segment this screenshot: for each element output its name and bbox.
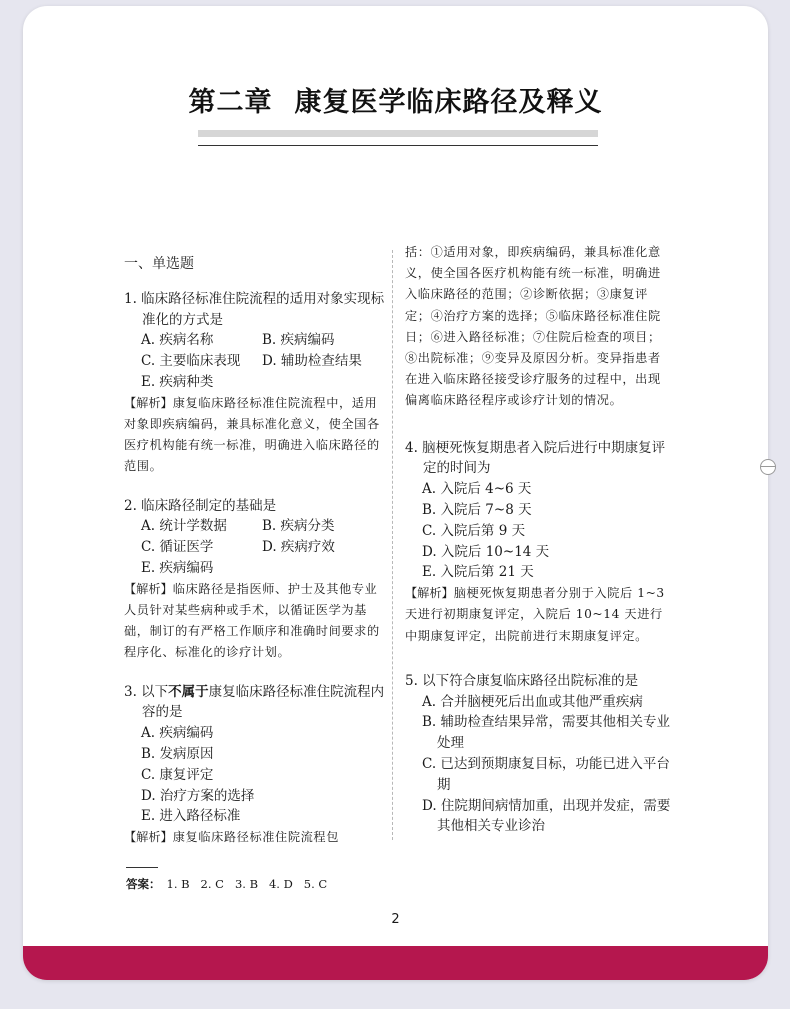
- question-3-analysis-continued: 括：①适用对象，即疾病编码，兼具标准化意义，使全国各医疗机构能有统一标准，明确进入临床路径的范围；②诊断依据；③康复评定；④治疗方案的选择；⑤临床路径标准住院日；⑥进入路径标准；⑦住院后检查的项目；⑧出院标准；⑨变异及原因分析。变异指患者在进入临床路径接受诊疗服务的过程中，出现偏离临床路径程序或诊疗计划的情况。: [405, 245, 661, 408]
- options: [405, 692, 673, 838]
- option-e: E. 进入路径标准: [141, 808, 241, 825]
- analysis: [124, 827, 386, 848]
- title-underline-thick: [198, 130, 598, 137]
- question-stem: 4. 脑梗死恢复期患者入院后进行中期康复评定的时间为: [405, 439, 666, 477]
- stem-suffix: 康复临床路径标准住院流程内容的是: [142, 683, 385, 721]
- option-b: B. 发病原因: [141, 745, 214, 762]
- analysis-tag: 【解析】: [124, 395, 173, 410]
- chapter-title: [23, 80, 768, 119]
- option-a: A. 统计学数据: [141, 518, 227, 535]
- option-e: E. 疾病种类: [141, 373, 214, 390]
- options: [124, 516, 386, 578]
- question-4: [405, 438, 673, 647]
- option-d: D. 疾病疗效: [262, 539, 335, 556]
- stem-prefix: 3. 以下: [124, 683, 169, 700]
- analysis-text: 康复临床路径标准住院流程包: [172, 830, 339, 845]
- analysis-tag: 【解析】: [124, 581, 173, 596]
- question-1: [124, 289, 386, 478]
- question-2: [124, 496, 386, 664]
- question-stem: 2. 临床路径制定的基础是: [124, 497, 277, 514]
- option-d: D. 住院期间病情加重，出现并发症，需要其他相关专业诊治: [422, 797, 671, 835]
- option-d: D. 入院后 10~14 天: [422, 543, 550, 560]
- option-a: A. 疾病名称: [141, 332, 214, 349]
- chapter-number: 第二章: [188, 87, 273, 118]
- option-e: E. 入院后第 21 天: [422, 564, 534, 581]
- left-column: [124, 254, 386, 866]
- question-stem: [124, 682, 386, 724]
- analysis-text: 临床路径是指医师、护士及其他专业人员针对某些病种或手术，以循证医学为基础，制订的有严格工作顺序和准确时间要求的程序化、标准化的诊疗计划。: [124, 581, 380, 660]
- options: [124, 330, 386, 392]
- option-b: B. 入院后 7~8 天: [422, 502, 532, 519]
- analysis-tag: 【解析】: [124, 830, 173, 845]
- footer-band: [23, 946, 768, 980]
- answer-label: 答案：: [126, 877, 161, 891]
- option-b: B. 辅助检查结果异常，需要其他相关专业处理: [422, 714, 671, 752]
- question-stem: 5. 以下符合康复临床路径出院标准的是: [405, 672, 639, 689]
- question-5: [405, 671, 673, 837]
- option-a: A. 合并脑梗死后出血或其他严重疾病: [422, 693, 643, 710]
- right-column: [405, 242, 673, 855]
- option-e: E. 疾病编码: [141, 559, 214, 576]
- option-c: C. 循证医学: [141, 539, 214, 556]
- question-3: [124, 682, 386, 849]
- question-stem: 1. 临床路径标准住院流程的适用对象实现标准化的方式是: [124, 290, 385, 328]
- analysis-tag: 【解析】: [405, 586, 454, 601]
- analysis-text: 康复临床路径标准住院流程中，适用对象即疾病编码，兼具标准化意义，使全国各医疗机构能有统一标准，明确进入临床路径的范围。: [124, 395, 380, 474]
- analysis-text: 脑梗死恢复期患者分别于入院后 1~3 天进行初期康复评定，入院后 10~14 天进行中期康复评定，出院前进行末期康复评定。: [405, 586, 665, 643]
- option-c: C. 入院后第 9 天: [422, 522, 526, 539]
- options: [124, 723, 386, 827]
- chapter-name: 康复医学临床路径及释义: [294, 87, 603, 118]
- answer-key: [126, 876, 327, 892]
- column-divider: [392, 250, 393, 840]
- section-heading: 一、单选题: [124, 256, 194, 272]
- options: [405, 479, 673, 583]
- option-a: A. 疾病编码: [141, 725, 214, 742]
- analysis: [405, 583, 673, 647]
- book-page: [23, 6, 768, 980]
- option-d: D. 辅助检查结果: [262, 353, 362, 370]
- stem-emphasis: 不属于: [168, 683, 209, 700]
- option-a: A. 入院后 4~6 天: [422, 481, 532, 498]
- option-b: B. 疾病分类: [262, 518, 335, 535]
- analysis: [124, 579, 386, 664]
- analysis: [124, 393, 386, 478]
- option-c: C. 已达到预期康复目标，功能已进入平台期: [422, 756, 670, 793]
- answer-text: 1. B 2. C 3. B 4. D 5. C: [166, 877, 328, 891]
- answer-rule: [126, 867, 158, 868]
- title-underline-thin: [198, 145, 598, 146]
- binding-hole-icon: [760, 459, 776, 475]
- option-d: D. 治疗方案的选择: [141, 787, 255, 804]
- page-number: 2: [391, 912, 400, 927]
- option-b: B. 疾病编码: [262, 332, 335, 349]
- option-c: C. 康复评定: [141, 766, 214, 783]
- option-c: C. 主要临床表现: [141, 353, 241, 370]
